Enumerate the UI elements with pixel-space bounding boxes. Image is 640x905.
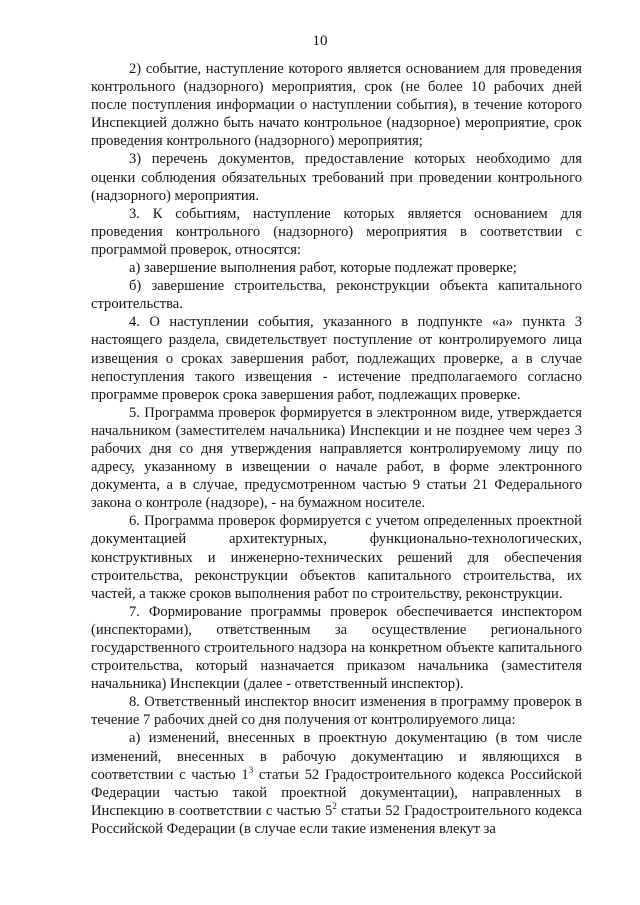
paragraph-section-6: 6. Программа проверок формируется с учетом определенных проектной документацией архитектурных, функционально-технологических, конструктивных и инженерно-технических решений для обеспечения строительства, реконструкции объектов капитального строительства, их частей, а также сроков выполнения работ по строительству, реконструкции. [91,513,582,602]
paragraph-section-8: 8. Ответственный инспектор вносит изменения в программу проверок в течение 7 рабочих дней со дня получения от контролируемого лица: [91,694,582,729]
paragraph-section-7: 7. Формирование программы проверок обеспечивается инспектором (инспекторами), ответственным за осуществление регионального государственного строительного надзора на конкретном объекте капитального строительства, который назначается приказом начальника (заместителя начальника) Инспекции (далее - ответственный инспектор). [91,603,582,693]
page-number: 10 [312,33,328,49]
superscript-1-3: 3 [248,764,254,775]
paragraph-section-5: 5. Программа проверок формируется в электронном виде, утверждается начальником (заместителем начальника) Инспекции и не позднее чем через 3 рабочих дня со дня утверждения направляется контролируемому лицу по адресу, указанному в извещении о начале работ, в форме электронного документа, а в случае, предусмотренном частью 9 статьи 21 Федерального закона о контроле (надзоре), - на бумажном носителе. [91,404,582,512]
paragraph-8a-part3: статьи 52 Градостроительного кодекса Российской Федерации (в случае если такие изменения влекут за [91,802,582,837]
paragraph-8a [91,729,582,838]
paragraph-8a-part1: а) изменений, внесенных в проектную документацию (в том числе изменений, внесенных в рабочую документацию и являющихся в соответствии с частью 1 [91,730,582,783]
paragraph-3b: б) завершение строительства, реконструкции объекта капитального строительства. [91,278,582,313]
paragraph-section-3: 3. К событиям, наступление которых является основанием для проведения контрольного (надзорного) мероприятия в соответствии с программой проверок, относятся: [91,205,582,258]
paragraph-8a-part2: статьи 52 Градостроительного кодекса Российской Федерации частью такой проектной документации), направленных в Инспекцию в соответствии с частью 5 [91,766,582,819]
paragraph-section-4: 4. О наступлении события, указанного в подпункте «а» пункта 3 настоящего раздела, свидетельствует поступление от контролируемого лица извещения о сроках завершения работ, подлежащих проверке, а в случае непоступления такого извещения - истечение предполагаемого согласно программе проверок срока завершения работ, подлежащих проверке. [91,314,582,403]
paragraph-2-event: 2) событие, наступление которого является основанием для проведения контрольного (надзорного) мероприятия, срок (не более 10 рабочих дней после поступления информации о наступлении события), в течение которого Инспекцией должно быть начато контрольное (надзорное) мероприятие, срок проведения контрольного (надзорного) мероприятия; [91,61,582,150]
paragraph-3a: а) завершение выполнения работ, которые подлежат проверке; [129,260,517,277]
superscript-5-2: 2 [332,800,337,811]
paragraph-3-documents: 3) перечень документов, предоставление которых необходимо для оценки соблюдения обязательных требований при проведении контрольного (надзорного) мероприятия. [91,151,582,204]
document-body [91,60,582,838]
